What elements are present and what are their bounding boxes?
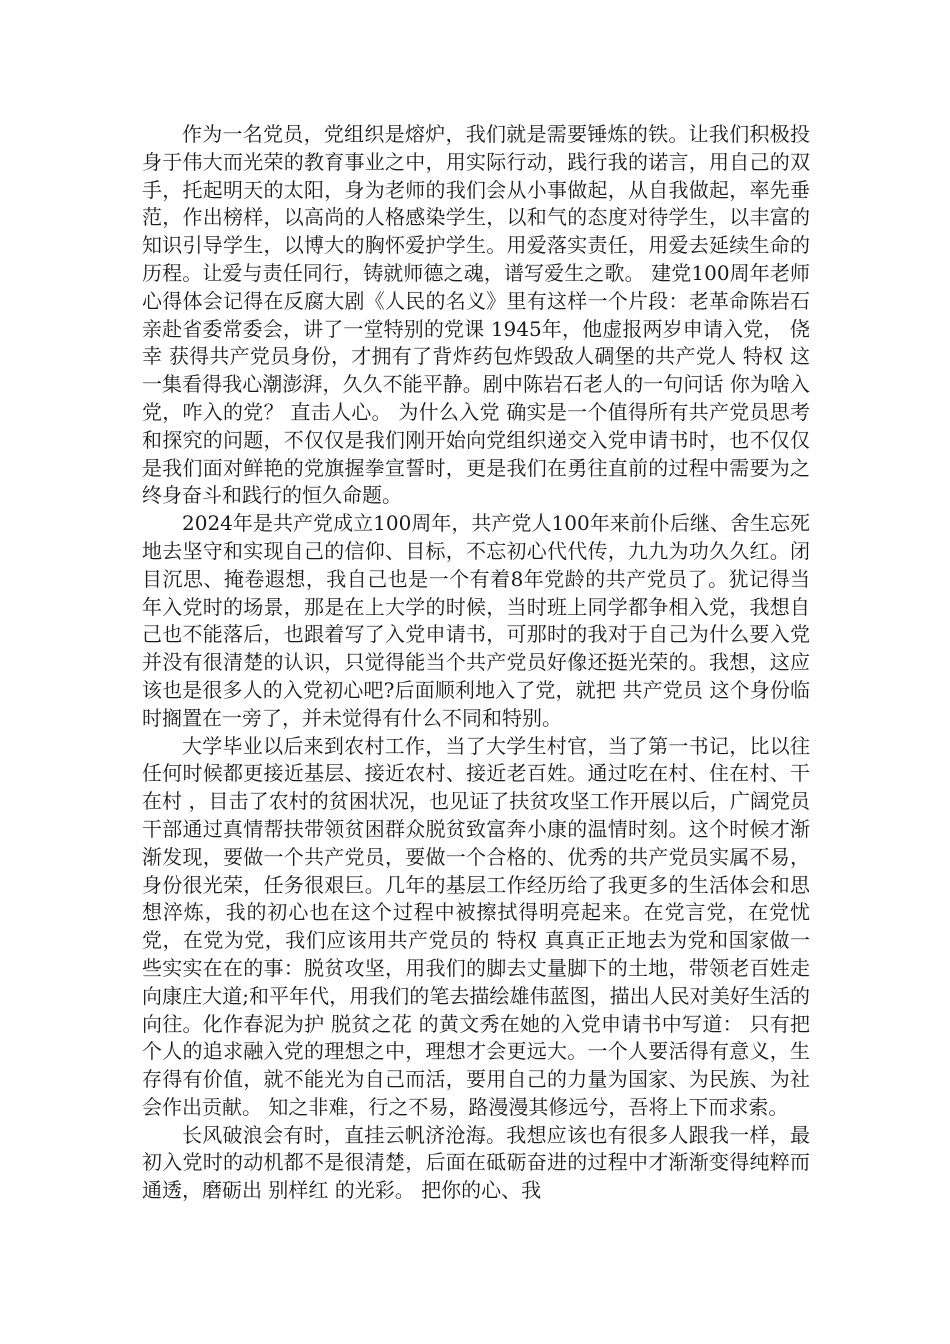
document-page [142,121,810,1205]
paragraph-2: 2024年是共产党成立100周年，共产党人100年来前仆后继、舍生忘死地去坚守和实现自己的信仰、目标，不忘初心代代传，九九为功久久红。闭目沉思、掩卷遐想，我自己也是一个有着8年党龄的共产党员了。犹记得当年入党时的场景，那是在上大学的时候，当时班上同学都争相入党，我想自己也不能落后，也跟着写了入党申请书，可那时的我对于自己为什么要入党并没有很清楚的认识，只觉得能当个共产党员好像还挺光荣的。我想，这应该也是很多人的入党初心吧?后面顺利地入了党，就把 共产党员 这个身份临时搁置在一旁了，并未觉得有什么不同和特别。 [142,511,810,730]
paragraph-3: 大学毕业以后来到农村工作，当了大学生村官，当了第一书记，比以往任何时候都更接近基层、接近农村、接近老百姓。通过吃在村、住在村、干在村 ，目击了农村的贫困状况，也见证了扶贫攻坚工作开展以后，广阔党员干部通过真情帮扶带领贫困群众脱贫致富奔小康的温情时刻。这个时候才渐渐发现，要做一个共产党员，要做一个合格的、优秀的共产党员实属不易，身份很光荣，任务很艰巨。几年的基层工作经历给了我更多的生活体会和思想淬炼，我的初心也在这个过程中被擦拭得明亮起来。在党言党，在党忧党，在党为党，我们应该用共产党员的 特权 真真正正地去为党和国家做一些实实在在的事：脱贫攻坚，用我们的脚去丈量脚下的土地，带领老百姓走向康庄大道;和平年代，用我们的笔去描绘雄伟蓝图，描出人民对美好生活的向往。化作春泥为护 脱贫之花 的黄文秀在她的入党申请书中写道： 只有把个人的追求融入党的理想之中，理想才会更远大。一个人要活得有意义，生存得有价值，就不能光为自己而活，要用自己的力量为国家、为民族、为社会作出贡献。 知之非难，行之不易，路漫漫其修远兮，吾将上下而求索。 [142,733,810,1119]
paragraph-1: 作为一名党员，党组织是熔炉，我们就是需要锤炼的铁。让我们积极投身于伟大而光荣的教育事业之中，用实际行动，践行我的诺言，用自己的双手，托起明天的太阳，身为老师的我们会从小事做起，从自我做起，率先垂范，作出榜样，以高尚的人格感染学生，以和气的态度对待学生，以丰富的知识引导学生，以博大的胸怀爱护学生。用爱落实责任，用爱去延续生命的历程。让爱与责任同行，铸就师德之魂，谱写爱生之歌。 建党100周年老师心得体会记得在反腐大剧《人民的名义》里有这样一个片段：老革命陈岩石亲赴省委常委会，讲了一堂特别的党课 1945年，他虚报两岁申请入党， 侥幸 获得共产党员身份，才拥有了背炸药包炸毁敌人碉堡的共产党人 特权 这一集看得我心潮澎湃，久久不能平静。剧中陈岩石老人的一句问话 你为啥入党，咋入的党？ 直击人心。 为什么入党 确实是一个值得所有共产党员思考和探究的问题，不仅仅是我们刚开始向党组织递交入党申请书时，也不仅仅是我们面对鲜艳的党旗握拳宣誓时，更是我们在勇往直前的过程中需要为之终身奋斗和践行的恒久命题。 [142,122,810,508]
paragraph-4: 长风破浪会有时，直挂云帆济沧海。我想应该也有很多人跟我一样，最初入党时的动机都不是很清楚，后面在砥砺奋进的过程中才渐渐变得纯粹而通透，磨砺出 别样红 的光彩。 把你的心、我 [142,1122,810,1203]
